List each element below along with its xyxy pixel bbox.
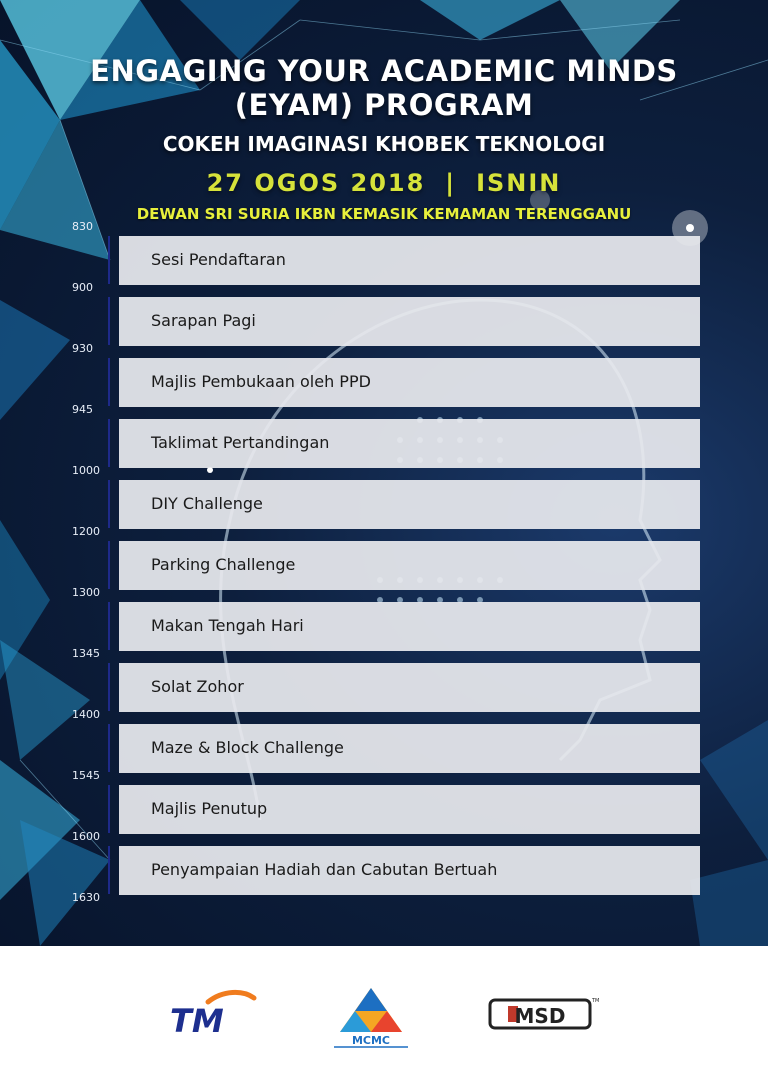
event-venue: DEWAN SRI SURIA IKBN KEMASIK KEMAMAN TERENGGANU — [136, 205, 632, 223]
timeline-segment — [108, 785, 110, 833]
schedule-item-label: Majlis Penutup — [151, 799, 268, 818]
schedule-item — [119, 785, 700, 834]
timeline-segment — [108, 419, 110, 467]
sponsor-footer — [0, 946, 768, 1086]
schedule-item — [119, 724, 700, 773]
timeline-segment — [108, 846, 110, 894]
schedule-item-label: Maze & Block Challenge — [151, 738, 344, 757]
mcmc-logo-text: MCMC — [351, 1034, 391, 1047]
schedule-item — [119, 297, 700, 346]
date-separator: | — [445, 169, 457, 197]
msd-trademark: TM — [592, 998, 600, 1004]
program-title-line-1: ENGAGING YOUR ACADEMIC MINDS — [90, 54, 678, 88]
schedule-item-label: Solat Zohor — [151, 677, 244, 696]
schedule-item — [119, 602, 700, 651]
time-label: 1200 — [72, 525, 100, 538]
timeline-segment — [108, 236, 110, 284]
timeline-segment — [108, 663, 110, 711]
schedule-item-label: Sesi Pendaftaran — [151, 250, 286, 269]
program-subtitle: COKEH IMAGINASI KHOBEK TEKNOLOGI — [162, 132, 606, 156]
timeline-segment — [108, 541, 110, 589]
time-label: 1400 — [72, 708, 100, 721]
schedule-item-label: Makan Tengah Hari — [151, 616, 304, 635]
mcmc-logo — [328, 984, 414, 1048]
schedule-item — [119, 846, 700, 895]
time-label: 930 — [72, 342, 93, 355]
time-label: 1630 — [72, 891, 100, 904]
time-label: 830 — [72, 220, 93, 233]
schedule-item-label: Majlis Pembukaan oleh PPD — [151, 372, 371, 391]
timeline-segment — [108, 602, 110, 650]
schedule-item — [119, 663, 700, 712]
date-line — [0, 169, 768, 197]
time-label: 1300 — [72, 586, 100, 599]
schedule-item-label: Parking Challenge — [151, 555, 296, 574]
timeline-segment — [108, 358, 110, 406]
msd-logo — [488, 994, 600, 1034]
schedule-item-label: Sarapan Pagi — [151, 311, 256, 330]
timeline-segment — [108, 297, 110, 345]
schedule-item-label: Taklimat Pertandingan — [151, 433, 330, 452]
timeline-segment — [108, 480, 110, 528]
schedule-item — [119, 541, 700, 590]
schedule-item-label: DIY Challenge — [151, 494, 263, 513]
schedule-item — [119, 358, 700, 407]
schedule-item — [119, 236, 700, 285]
event-day: ISNIN — [476, 169, 562, 197]
time-label: 1345 — [72, 647, 100, 660]
schedule-item — [119, 419, 700, 468]
time-label: 900 — [72, 281, 93, 294]
event-date: 27 OGOS 2018 — [206, 169, 426, 197]
program-title-line-2: (EYAM) PROGRAM — [234, 88, 534, 122]
tm-logo-text: TM — [170, 1002, 224, 1038]
time-label: 945 — [72, 403, 93, 416]
time-label: 1545 — [72, 769, 100, 782]
msd-logo-text: MSD — [514, 1004, 566, 1028]
time-label: 1600 — [72, 830, 100, 843]
tm-logo — [168, 988, 258, 1038]
timeline-segment — [108, 724, 110, 772]
time-label: 1000 — [72, 464, 100, 477]
schedule-item — [119, 480, 700, 529]
schedule-item-label: Penyampaian Hadiah dan Cabutan Bertuah — [151, 860, 498, 879]
